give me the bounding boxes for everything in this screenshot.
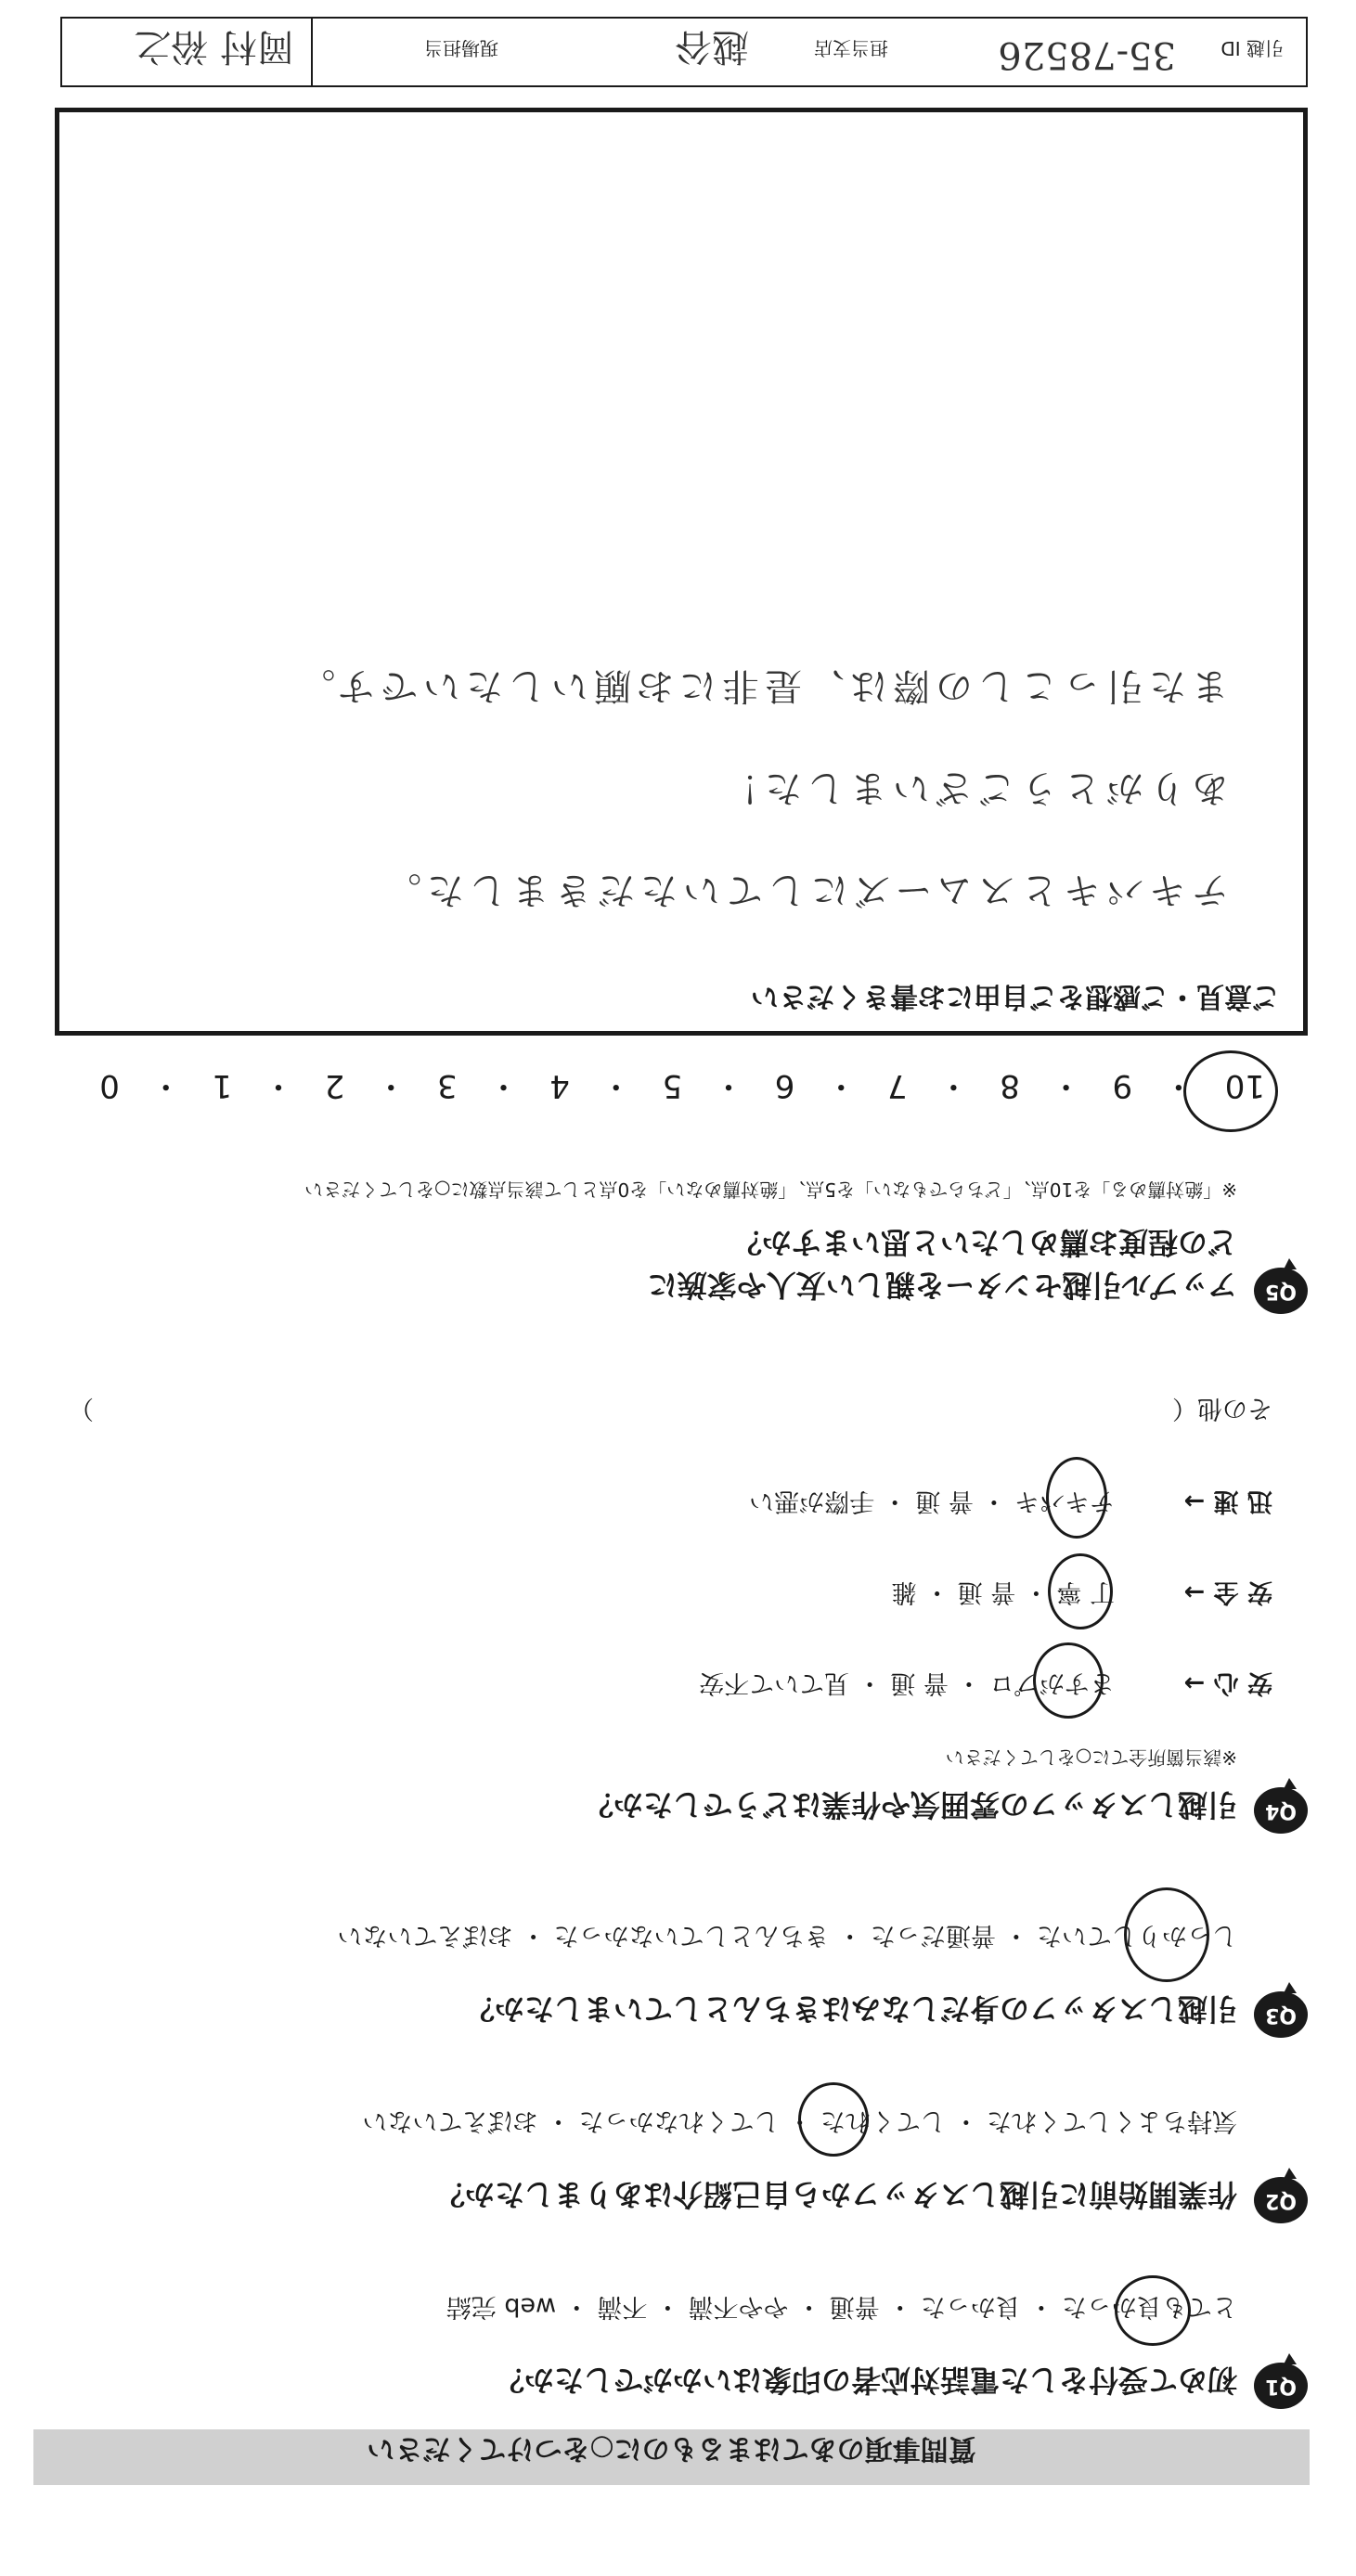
q4-row2-handwritten-circle: [1048, 1553, 1113, 1629]
q3-options: しっかりしていた ・ 普通だった ・ きちんとしていなかった ・ おぼえていない: [337, 1921, 1237, 1950]
q3-question: 引越しスタッフの身だしなみはきちんとしていましたか？: [464, 1991, 1237, 2027]
id-label: 引越 ID: [1220, 37, 1284, 59]
leader-label: 現場担当: [424, 37, 498, 59]
id-value: 35-78526: [998, 33, 1176, 76]
q1-badge-icon: [1254, 2363, 1308, 2409]
q5-question-line2: どの程度お薦めしたいと思いますか？: [731, 1225, 1237, 1260]
handwritten-line-2: ありがとうございました！: [717, 766, 1229, 809]
q4-row1-label: 安 心 →: [1183, 1668, 1272, 1697]
q4-other-close: ）: [69, 1394, 94, 1423]
free-comment-box: [55, 108, 1308, 1036]
q4-row2-options: 丁 寧 ・ 普 通 ・ 雑: [891, 1578, 1115, 1606]
q1-handwritten-circle: [1115, 2275, 1191, 2346]
q4-row3-options: テキパキ ・ 普 通 ・ 手際が悪い: [749, 1487, 1115, 1515]
q5-note: ※「絶対薦める」を10点、「どちらでもない」を5点、「絶対薦めない」を0点として該当点数に○をしてください: [304, 1179, 1237, 1201]
handwritten-line-1: テキパキとスムーズにしていただきました。: [379, 869, 1229, 911]
q4-row3-handwritten-circle: [1046, 1457, 1107, 1539]
staff-id-table: [60, 17, 1308, 87]
q5-handwritten-circle: [1183, 1050, 1278, 1132]
q5-number: Q5: [1265, 1280, 1298, 1303]
q3-badge-icon: [1254, 1991, 1308, 2038]
q2-options: 気持ちよくしてくれた ・ してくれた ・ してくれなかった ・ おぼえていない: [362, 2106, 1237, 2135]
q5-question-line1: アップル引越センターを親しい友人や家族に: [647, 1268, 1237, 1303]
q1-question: 初めて受付をした電話対応者の印象はいかがでしたか？: [494, 2363, 1237, 2398]
q2-handwritten-circle: [798, 2082, 869, 2157]
q4-number: Q4: [1265, 1799, 1298, 1823]
q1-number: Q1: [1265, 2375, 1298, 2398]
q3-number: Q3: [1265, 2003, 1298, 2027]
instruction-text: 質問事項のあてはまるものに○をつけてください: [367, 2432, 976, 2465]
q4-note: ※該当箇所全てに○をしてください: [945, 1746, 1237, 1769]
q5-badge-icon: [1254, 1268, 1308, 1314]
leader-value: 岡村 裕之: [134, 25, 294, 68]
q4-row2-label: 安 全 →: [1183, 1578, 1272, 1606]
branch-label: 担当支店: [814, 37, 888, 59]
q4-question: 引越しスタッフの雰囲気や作業はどうでしたか？: [583, 1787, 1237, 1823]
id-table-left-area: [311, 19, 1306, 85]
q2-question: 作業開始前に引越しスタッフから自己紹介はありましたか？: [434, 2177, 1237, 2212]
branch-value: 越谷: [675, 25, 749, 68]
q4-other-label: その他（: [1172, 1394, 1272, 1423]
handwritten-line-3: また引っこしの際は、是非にお願いしたいです。: [292, 664, 1229, 707]
q2-badge-icon: [1254, 2177, 1308, 2223]
q3-handwritten-circle: [1124, 1887, 1209, 1982]
free-comment-heading: ご意見・ご感想をご自由にお書きください: [751, 980, 1280, 1012]
q4-row1-handwritten-circle: [1033, 1642, 1104, 1719]
q4-badge-icon: [1254, 1787, 1308, 1834]
q4-row1-options: さすがプロ ・ 普 通 ・ 見ていて不安: [699, 1668, 1115, 1697]
instruction-banner: [33, 2429, 1310, 2485]
q2-number: Q2: [1265, 2189, 1298, 2212]
q5-score-scale: 10 ・ 9 ・ 8 ・ 7 ・ 6 ・ 5 ・ 4 ・ 3 ・ 2 ・ 1 ・ 0: [99, 1067, 1265, 1104]
q4-row3-label: 迅 速 →: [1183, 1487, 1272, 1515]
q1-options: とても良かった ・ 良かった ・ 普通 ・ やや不満 ・ 不満 ・ web 完結: [446, 2292, 1237, 2321]
